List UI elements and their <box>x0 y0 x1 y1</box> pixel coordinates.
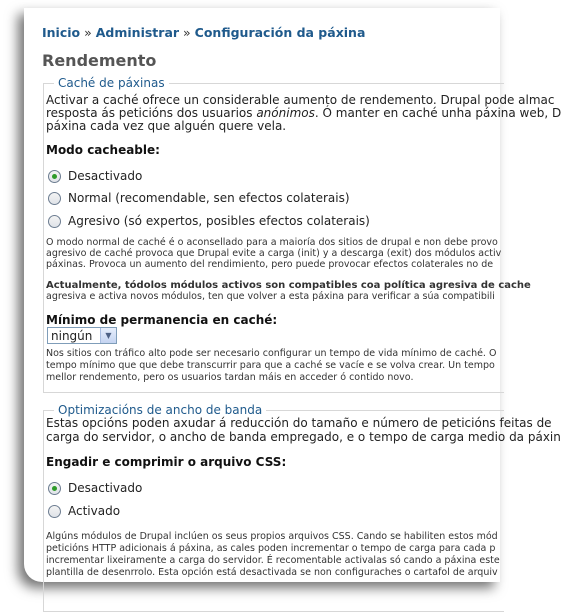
cache-min-help: mellor rendemento, pero os usuarios tardan máis en acceder ó contido novo. <box>46 372 414 383</box>
radio-checked-icon[interactable] <box>48 170 61 183</box>
cache-intro-line: Activar a caché ofrece un considerable aumento de rendemento. Drupal pode almac <box>46 93 555 107</box>
bandwidth-intro-line: Estas opcións poden axudar á reducción do tamaño e número de peticións feitas de <box>46 416 552 430</box>
cache-mode-label: Modo cacheable: <box>46 143 160 157</box>
breadcrumb-separator: » <box>84 25 92 40</box>
cache-min-help: tempo mínimo que que debe transcurrir para que a caché se vacíe e se volva crear. Un tempo <box>46 360 495 371</box>
cache-min-lifetime-select[interactable] <box>47 327 117 344</box>
screenshot-frame <box>24 8 561 582</box>
css-help: plantilla de desenrrolo. Esta opción está desactivada se non configuraches o cartafol de arquiv <box>46 567 498 578</box>
cache-mode-help: agresivo de caché provoca que Drupal evite a carga (init) y a descarga (exit) dos módulos activ <box>46 248 502 259</box>
bandwidth-intro-line: carga do servidor, o ancho de banda empregado, e o tempo de carga medio da páxin <box>46 430 561 444</box>
css-option-enabled[interactable] <box>48 504 120 518</box>
css-help: Algúns módulos de Drupal inclúen os seus propios arquivos CSS. Cando se habiliten estos mód <box>46 531 498 542</box>
radio-label: Desactivado <box>68 169 143 183</box>
radio-label: Normal (recomendable, sen efectos colaterais) <box>68 191 350 205</box>
select-value: ningún <box>51 328 93 343</box>
page-cache-legend[interactable]: Caché de páxinas <box>54 76 169 90</box>
content-clip <box>24 8 561 582</box>
page-title: Rendemento <box>42 51 157 70</box>
bandwidth-legend[interactable]: Optimizacións de ancho de banda <box>54 403 266 417</box>
breadcrumb-admin-link[interactable]: Administrar <box>95 25 180 40</box>
breadcrumb-current-link[interactable]: Configuración da páxina <box>194 25 366 40</box>
cache-mode-option-aggressive[interactable] <box>48 214 370 228</box>
radio-label: Desactivado <box>68 481 143 495</box>
cache-compat-warning: agresiva e activa novos módulos, ten que volver a esta páxina para verificar a súa compatibili <box>46 291 495 302</box>
breadcrumb-separator: » <box>183 25 191 40</box>
chevron-down-icon[interactable]: ▼ <box>100 328 116 343</box>
css-help: incrementar lixeiramente a carga do servidor. É recomentable activalas só cando a páxina este <box>46 555 500 566</box>
cache-compat-warning-bold: Actualmente, tódolos módulos activos son compatibles coa política agresiva de cache <box>46 280 531 291</box>
bandwidth-fieldset <box>43 403 561 612</box>
cache-mode-help: páxinas. Provoca un aumento del rendimiento, pero puede provocar efectos colaterales no de <box>46 259 494 270</box>
cache-mode-help: O modo normal de caché é o aconsellado para a maioría dos sitios de drupal e non debe provo <box>46 237 498 248</box>
css-help: peticións HTTP adicionais á páxina, as cales poden incrementar o tempo de carga para cada p <box>46 543 496 554</box>
cache-mode-option-disabled[interactable] <box>48 169 142 183</box>
page-cache-fieldset <box>43 76 561 393</box>
radio-unchecked-icon[interactable] <box>48 215 61 228</box>
radio-unchecked-icon[interactable] <box>48 192 61 205</box>
cache-mode-option-normal[interactable] <box>48 191 350 205</box>
radio-label: Activado <box>68 504 121 518</box>
css-aggregate-label: Engadir e comprimir o arquivo CSS: <box>46 455 287 469</box>
cache-intro-line: páxina cada vez que alguén quere vela. <box>46 119 287 133</box>
cache-min-help: Nos sitios con tráfico alto pode ser necesario configurar un tempo de vida mínimo de caché. O <box>46 348 497 359</box>
radio-checked-icon[interactable] <box>48 482 61 495</box>
radio-label: Agresivo (só expertos, posibles efectos colaterais) <box>68 214 370 228</box>
radio-unchecked-icon[interactable] <box>48 505 61 518</box>
cache-min-lifetime-label: Mínimo de permanencia en caché: <box>46 313 278 327</box>
css-option-disabled[interactable] <box>48 481 142 495</box>
breadcrumb <box>42 25 365 40</box>
breadcrumb-home-link[interactable]: Inicio <box>42 25 81 40</box>
cache-intro-line: resposta ás peticións dos usuarios anónimos. Ó manter en caché unha páxina web, D <box>46 106 561 120</box>
